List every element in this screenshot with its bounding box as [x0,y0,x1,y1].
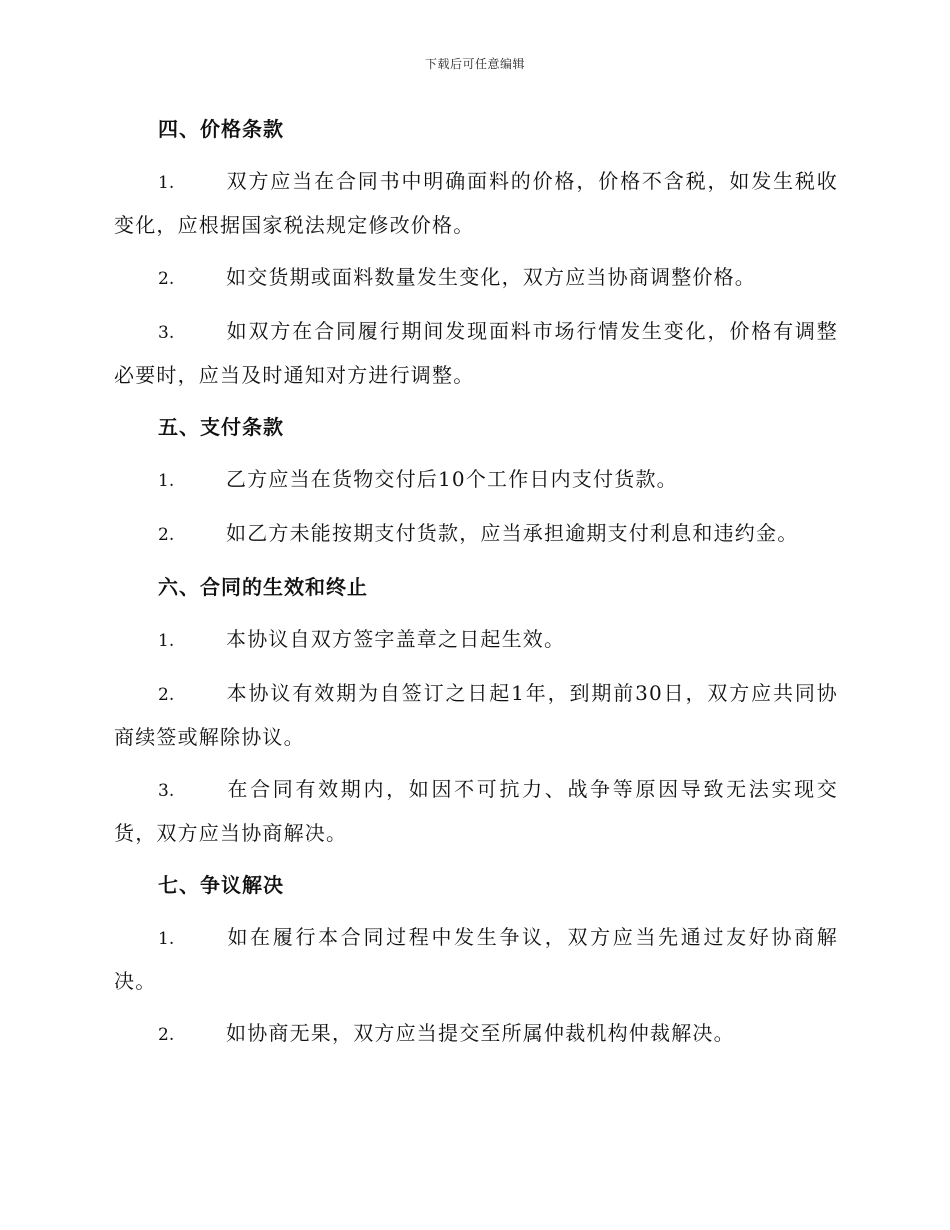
clause-text: 如交货期或面料数量发生变化，双方应当协商调整价格。 [226,265,756,289]
clause-text: 双方应当在合同书中明确面料的价格，价格不含税，如发生税收变化，应根据国家税法规定修改价格。 [114,169,838,237]
clause-text: 本协议有效期为自签订之日起1年，到期前30日，双方应共同协商续签或解除协议。 [114,681,838,749]
clause-effect-3 [114,768,838,854]
page-header-note: 下载后可任意编辑 [424,57,525,71]
clause-dispute-2 [114,1012,838,1056]
clause-number: 2. [158,269,175,289]
section-heading-payment: 五、支付条款 [158,415,284,439]
document-body [114,108,838,1066]
clause-text: 乙方应当在货物交付后10个工作日内支付货款。 [226,467,678,491]
clause-dispute-1 [114,916,838,1002]
clause-number: 1. [158,173,175,193]
clause-price-1 [114,160,838,246]
clause-text: 如在履行本合同过程中发生争议，双方应当先通过友好协商解决。 [114,925,838,993]
clause-text: 如乙方未能按期支付货款，应当承担逾期支付利息和违约金。 [226,521,799,545]
section-heading-effect-termination: 六、合同的生效和终止 [158,575,368,599]
clause-payment-1 [114,458,838,502]
clause-number: 2. [158,1025,175,1045]
section-heading-price: 四、价格条款 [158,117,284,141]
clause-number: 3. [158,781,175,801]
clause-number: 1. [158,471,175,491]
clause-effect-2 [114,672,838,758]
clause-number: 3. [158,323,175,343]
clause-number: 1. [158,929,175,949]
clause-text: 本协议自双方签字盖章之日起生效。 [226,627,566,651]
clause-price-3 [114,310,838,396]
clause-payment-2 [114,512,838,556]
clause-number: 2. [158,685,175,705]
clause-text: 在合同有效期内，如因不可抗力、战争等原因导致无法实现交货，双方应当协商解决。 [114,777,838,845]
clause-number: 1. [158,631,175,651]
clause-text: 如协商无果，双方应当提交至所属仲裁机构仲裁解决。 [226,1021,735,1045]
clause-number: 2. [158,525,175,545]
clause-price-2 [114,256,838,300]
section-heading-dispute: 七、争议解决 [158,873,284,897]
clause-text: 如双方在合同履行期间发现面料市场行情发生变化，价格有调整必要时，应当及时通知对方进行调整。 [114,319,838,387]
clause-effect-1 [114,618,838,662]
